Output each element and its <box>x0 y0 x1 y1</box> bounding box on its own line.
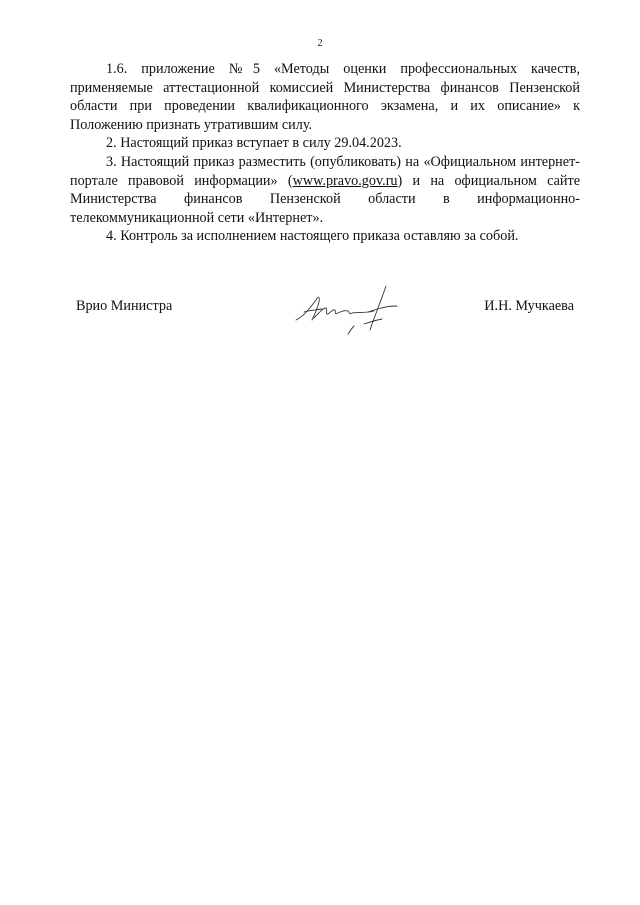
signature-block <box>0 290 640 350</box>
paragraph-3 <box>70 153 580 227</box>
pravo-gov-link[interactable]: www.pravo.gov.ru <box>292 172 398 189</box>
paragraph-2: 2. Настоящий приказ вступает в силу 29.04.2023. <box>106 135 402 152</box>
paragraph-1-6: 1.6. приложение №5 «Методы оценки профессиональных качеств, применяемые аттестационной комиссией Министерства финансов Пензенской области при проведении квалификационного экзамена, и их описание» к Положению признать утратившим силу. <box>70 61 580 133</box>
page-number: 2 <box>317 38 323 49</box>
paragraph-3-text-end: ) и на официальном сайте Министерства финансов Пензенской области в информационно-телекоммуникационной сети «Интернет». <box>70 172 580 226</box>
signatory-name: И.Н. Мучкаева <box>484 298 574 314</box>
document-body <box>70 60 580 246</box>
signatory-position: Врио Министра <box>76 298 173 314</box>
paragraph-3-text-start: 3. Настоящий приказ разместить (опубликовать) на «Официальном интернет-портале правовой информации» ( <box>70 153 580 189</box>
handwritten-signature <box>290 282 420 338</box>
paragraph-4: 4. Контроль за исполнением настоящего приказа оставляю за собой. <box>106 228 519 245</box>
